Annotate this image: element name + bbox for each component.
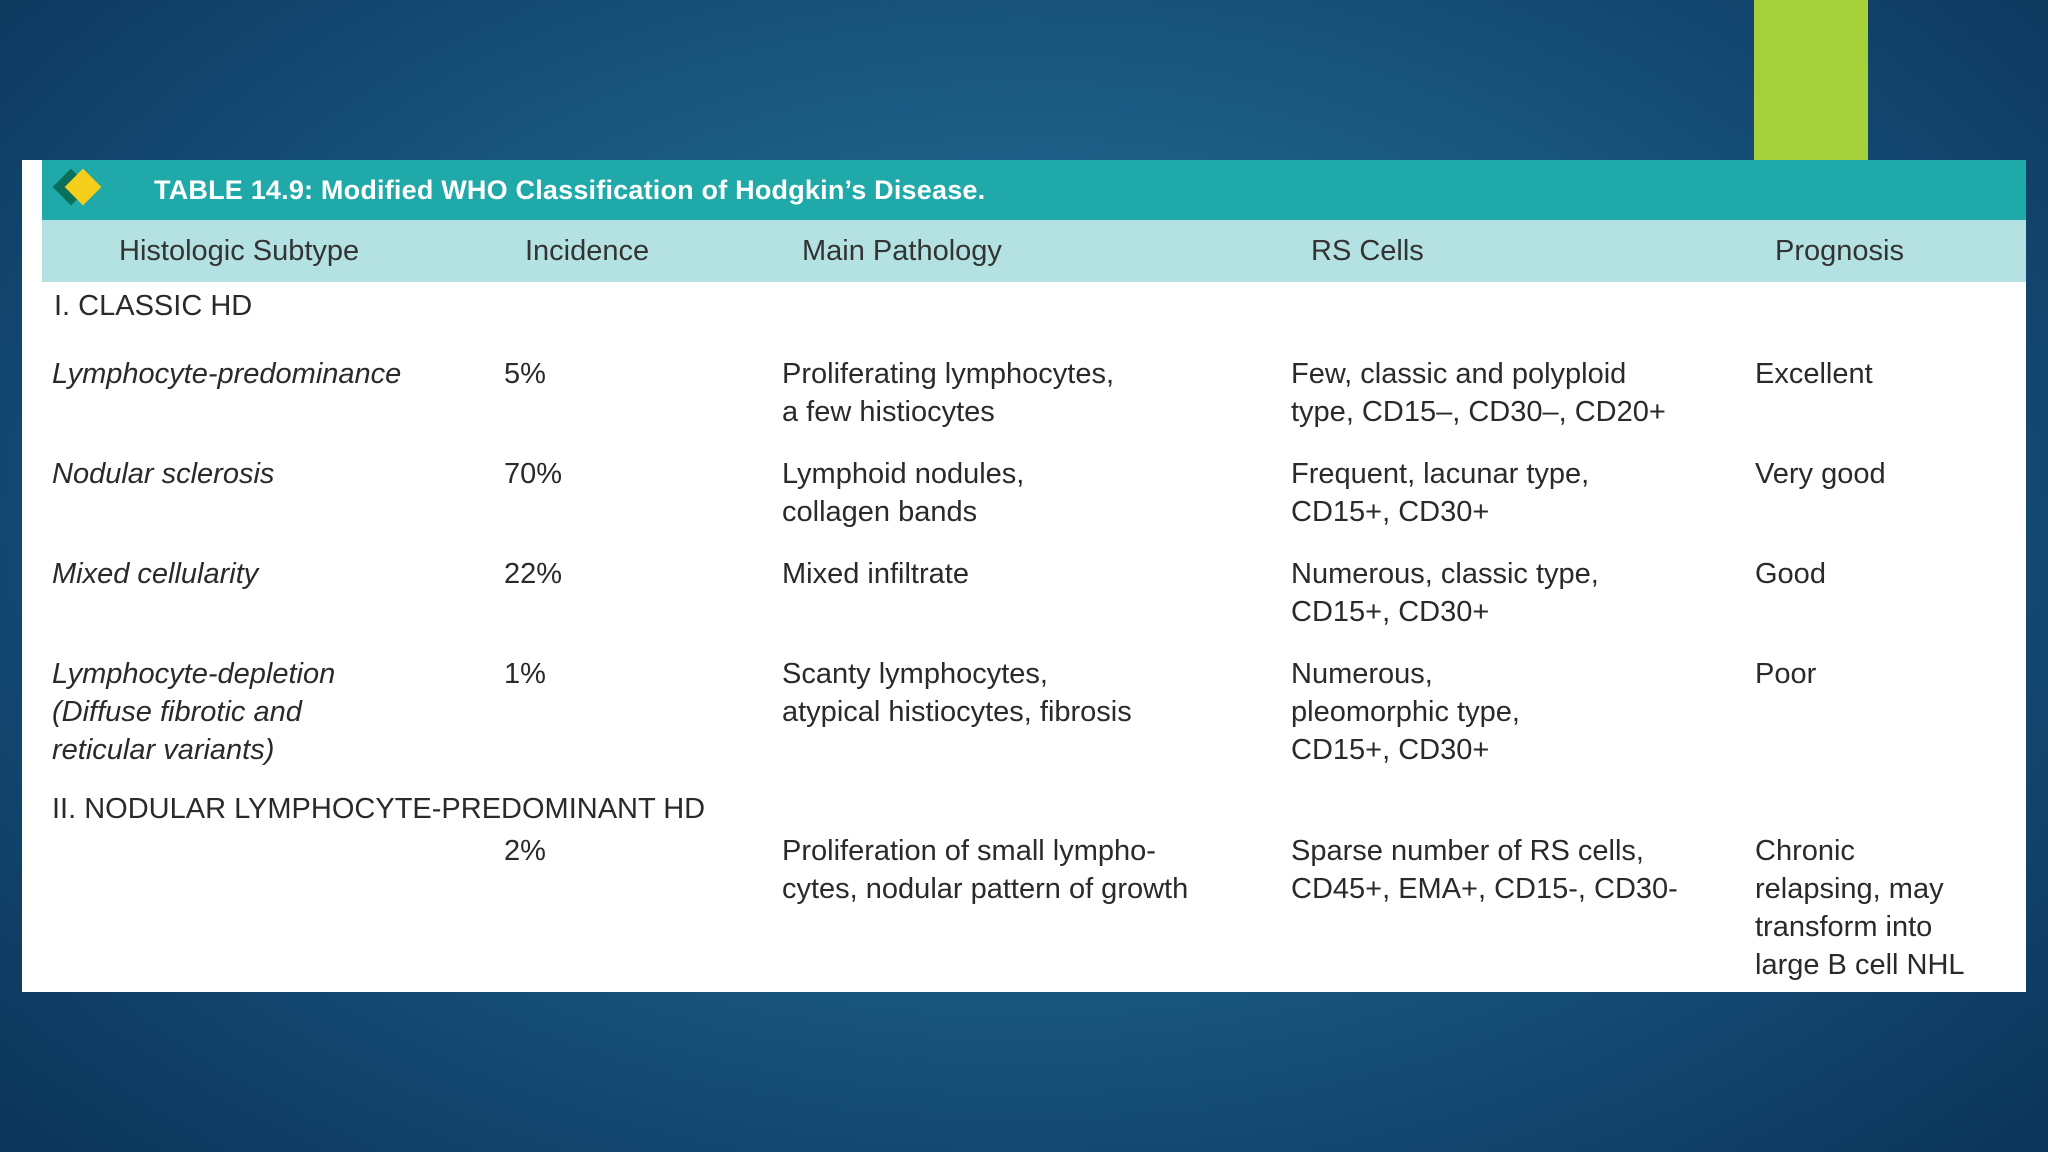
cell-prognosis: Very good [1755, 458, 1886, 490]
cell-rs-cells: Few, classic and polyploid type, CD15–, CD30–, CD20+ [1291, 358, 1666, 428]
cell-pathology: Proliferating lymphocytes, a few histiocytes [782, 358, 1115, 428]
cell-rs-cells: Sparse number of RS cells, CD45+, EMA+, CD15-, CD30- [1291, 835, 1678, 905]
cell-rs-cells: Numerous, classic type, CD15+, CD30+ [1291, 558, 1599, 628]
cell-incidence: 70% [504, 458, 563, 490]
decorative-accent-bar [1754, 0, 1868, 160]
header-prognosis: Prognosis [1775, 235, 1904, 267]
cell-pathology: Lymphoid nodules, collagen bands [782, 458, 1025, 528]
cell-subtype: Mixed cellularity [52, 558, 259, 590]
header-incidence: Incidence [525, 235, 650, 267]
cell-incidence: 1% [504, 658, 546, 690]
header-main-pathology: Main Pathology [802, 235, 1002, 267]
cell-prognosis: Excellent [1755, 358, 1873, 390]
classification-table [22, 160, 2026, 992]
cell-prognosis: Poor [1755, 658, 1817, 690]
cell-rs-cells: Frequent, lacunar type, CD15+, CD30+ [1291, 458, 1590, 528]
header-rs-cells: RS Cells [1311, 235, 1424, 267]
diamond-icon [42, 160, 112, 220]
cell-rs-cells: Numerous, pleomorphic type, CD15+, CD30+ [1291, 658, 1520, 766]
table-title-band [42, 160, 2026, 220]
section-nodular-lp-hd: II. NODULAR LYMPHOCYTE-PREDOMINANT HD [52, 793, 706, 825]
cell-subtype: Lymphocyte-depletion (Diffuse fibrotic and reticular variants) [52, 658, 336, 766]
cell-subtype: Nodular sclerosis [52, 458, 275, 490]
cell-prognosis: Chronic relapsing, may transform into large B cell NHL [1755, 835, 1965, 981]
section-classic-hd: I. CLASSIC HD [54, 290, 253, 322]
cell-prognosis: Good [1755, 558, 1826, 590]
header-histologic-subtype: Histologic Subtype [119, 235, 360, 267]
cell-pathology: Proliferation of small lympho- cytes, nodular pattern of growth [782, 835, 1189, 905]
cell-incidence: 22% [504, 558, 563, 590]
table-title: TABLE 14.9: Modified WHO Classification of Hodgkin’s Disease. [154, 174, 986, 205]
cell-subtype: Lymphocyte-predominance [52, 358, 402, 390]
cell-pathology: Mixed infiltrate [782, 558, 969, 590]
cell-incidence: 5% [504, 358, 546, 390]
cell-pathology: Scanty lymphocytes, atypical histiocytes, fibrosis [782, 658, 1132, 728]
table-header-row [42, 220, 2026, 282]
cell-incidence: 2% [504, 835, 546, 867]
